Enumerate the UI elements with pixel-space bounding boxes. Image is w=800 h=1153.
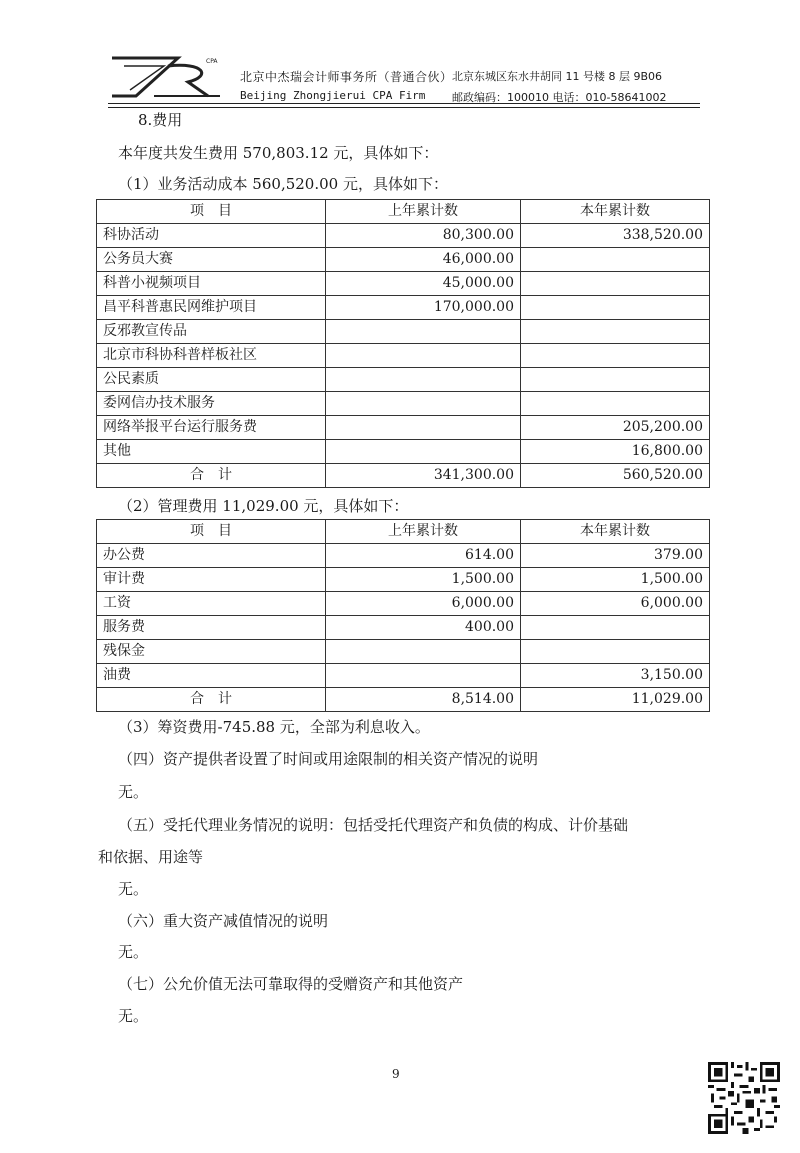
item-cell: 科普小视频项目 <box>97 272 326 296</box>
sub3-text: （3）筹资费用-745.88 元，全部为利息收入。 <box>118 718 430 736</box>
total-prior-year: 8,514.00 <box>326 688 521 712</box>
current-year-cell: 379.00 <box>521 544 710 568</box>
item-cell: 工资 <box>97 592 326 616</box>
header-rule-thin <box>108 107 700 108</box>
table-row <box>97 664 710 688</box>
item-cell: 科协活动 <box>97 224 326 248</box>
current-year-cell: 3,150.00 <box>521 664 710 688</box>
table-row <box>97 368 710 392</box>
table-header-row <box>97 520 710 544</box>
section5-title-line2: 和依据、用途等 <box>98 848 204 866</box>
table-row <box>97 320 710 344</box>
table-row <box>97 344 710 368</box>
prior-year-cell <box>326 416 521 440</box>
prior-year-cell <box>326 640 521 664</box>
section7-title: （七）公允价值无法可靠取得的受赠资产和其他资产 <box>118 975 464 993</box>
prior-year-cell <box>326 344 521 368</box>
qr-code-icon <box>708 1062 780 1134</box>
item-cell: 公务员大赛 <box>97 248 326 272</box>
column-header: 本年累计数 <box>521 200 710 224</box>
section4-body: 无。 <box>118 783 149 801</box>
table-row <box>97 616 710 640</box>
table-row <box>97 440 710 464</box>
sub2-title: （2）管理费用 11,029.00 元，具体如下： <box>118 497 409 515</box>
item-cell: 网络举报平台运行服务费 <box>97 416 326 440</box>
current-year-cell <box>521 344 710 368</box>
prior-year-cell: 45,000.00 <box>326 272 521 296</box>
firm-name-en: Beijing Zhongjierui CPA Firm <box>240 89 426 102</box>
table-row <box>97 592 710 616</box>
column-header: 上年累计数 <box>326 200 521 224</box>
item-cell: 北京市科协科普样板社区 <box>97 344 326 368</box>
column-header: 上年累计数 <box>326 520 521 544</box>
prior-year-cell: 400.00 <box>326 616 521 640</box>
item-cell: 公民素质 <box>97 368 326 392</box>
table-row <box>97 568 710 592</box>
prior-year-cell: 614.00 <box>326 544 521 568</box>
current-year-cell <box>521 320 710 344</box>
item-cell: 服务费 <box>97 616 326 640</box>
intro-text: 本年度共发生费用 570,803.12 元，具体如下： <box>118 144 439 162</box>
prior-year-cell: 170,000.00 <box>326 296 521 320</box>
current-year-cell <box>521 248 710 272</box>
item-cell: 昌平科普惠民网维护项目 <box>97 296 326 320</box>
firm-logo <box>108 52 226 100</box>
table-row <box>97 544 710 568</box>
total-current-year: 11,029.00 <box>521 688 710 712</box>
management-cost-table <box>96 519 710 712</box>
prior-year-cell <box>326 368 521 392</box>
total-label: 合 计 <box>97 688 326 712</box>
current-year-cell <box>521 640 710 664</box>
table-row <box>97 272 710 296</box>
prior-year-cell: 1,500.00 <box>326 568 521 592</box>
firm-contact: 邮政编码：100010 电话：010-58641002 <box>452 91 667 104</box>
item-cell: 油费 <box>97 664 326 688</box>
column-header: 本年累计数 <box>521 520 710 544</box>
current-year-cell <box>521 616 710 640</box>
section5-body: 无。 <box>118 880 149 898</box>
prior-year-cell: 46,000.00 <box>326 248 521 272</box>
current-year-cell: 16,800.00 <box>521 440 710 464</box>
current-year-cell <box>521 392 710 416</box>
prior-year-cell: 80,300.00 <box>326 224 521 248</box>
column-header: 项 目 <box>97 200 326 224</box>
current-year-cell <box>521 272 710 296</box>
table-row <box>97 224 710 248</box>
current-year-cell: 205,200.00 <box>521 416 710 440</box>
letterhead <box>108 52 700 108</box>
table-row <box>97 296 710 320</box>
total-current-year: 560,520.00 <box>521 464 710 488</box>
prior-year-cell <box>326 392 521 416</box>
section5-title-line1: （五）受托代理业务情况的说明：包括受托代理资产和负债的构成、计价基础 <box>118 816 629 834</box>
total-label: 合 计 <box>97 464 326 488</box>
prior-year-cell <box>326 664 521 688</box>
item-cell: 残保金 <box>97 640 326 664</box>
section-title: 8.费用 <box>138 111 183 129</box>
table-total-row <box>97 688 710 712</box>
item-cell: 审计费 <box>97 568 326 592</box>
current-year-cell: 6,000.00 <box>521 592 710 616</box>
total-prior-year: 341,300.00 <box>326 464 521 488</box>
section4-title: （四）资产提供者设置了时间或用途限制的相关资产情况的说明 <box>118 750 539 768</box>
item-cell: 办公费 <box>97 544 326 568</box>
section6-body: 无。 <box>118 943 149 961</box>
item-cell: 其他 <box>97 440 326 464</box>
firm-address: 北京东城区东水井胡同 11 号楼 8 层 9B06 <box>452 70 663 83</box>
section6-title: （六）重大资产减值情况的说明 <box>118 912 329 930</box>
current-year-cell: 338,520.00 <box>521 224 710 248</box>
table-header-row <box>97 200 710 224</box>
current-year-cell: 1,500.00 <box>521 568 710 592</box>
section7-body: 无。 <box>118 1007 149 1025</box>
sub1-title: （1）业务活动成本 560,520.00 元，具体如下： <box>118 175 448 193</box>
prior-year-cell: 6,000.00 <box>326 592 521 616</box>
table-row <box>97 640 710 664</box>
item-cell: 反邪教宣传品 <box>97 320 326 344</box>
firm-name-cn: 北京中杰瑞会计师事务所（普通合伙） <box>240 70 453 84</box>
table-row <box>97 392 710 416</box>
table-row <box>97 416 710 440</box>
table-row <box>97 248 710 272</box>
item-cell: 委网信办技术服务 <box>97 392 326 416</box>
current-year-cell <box>521 368 710 392</box>
table-total-row <box>97 464 710 488</box>
activity-cost-table <box>96 199 710 488</box>
column-header: 项 目 <box>97 520 326 544</box>
header-rule-thick <box>108 103 700 104</box>
page-number: 9 <box>392 1067 400 1081</box>
prior-year-cell <box>326 320 521 344</box>
current-year-cell <box>521 296 710 320</box>
prior-year-cell <box>326 440 521 464</box>
logo-sub: CPA <box>206 58 218 65</box>
